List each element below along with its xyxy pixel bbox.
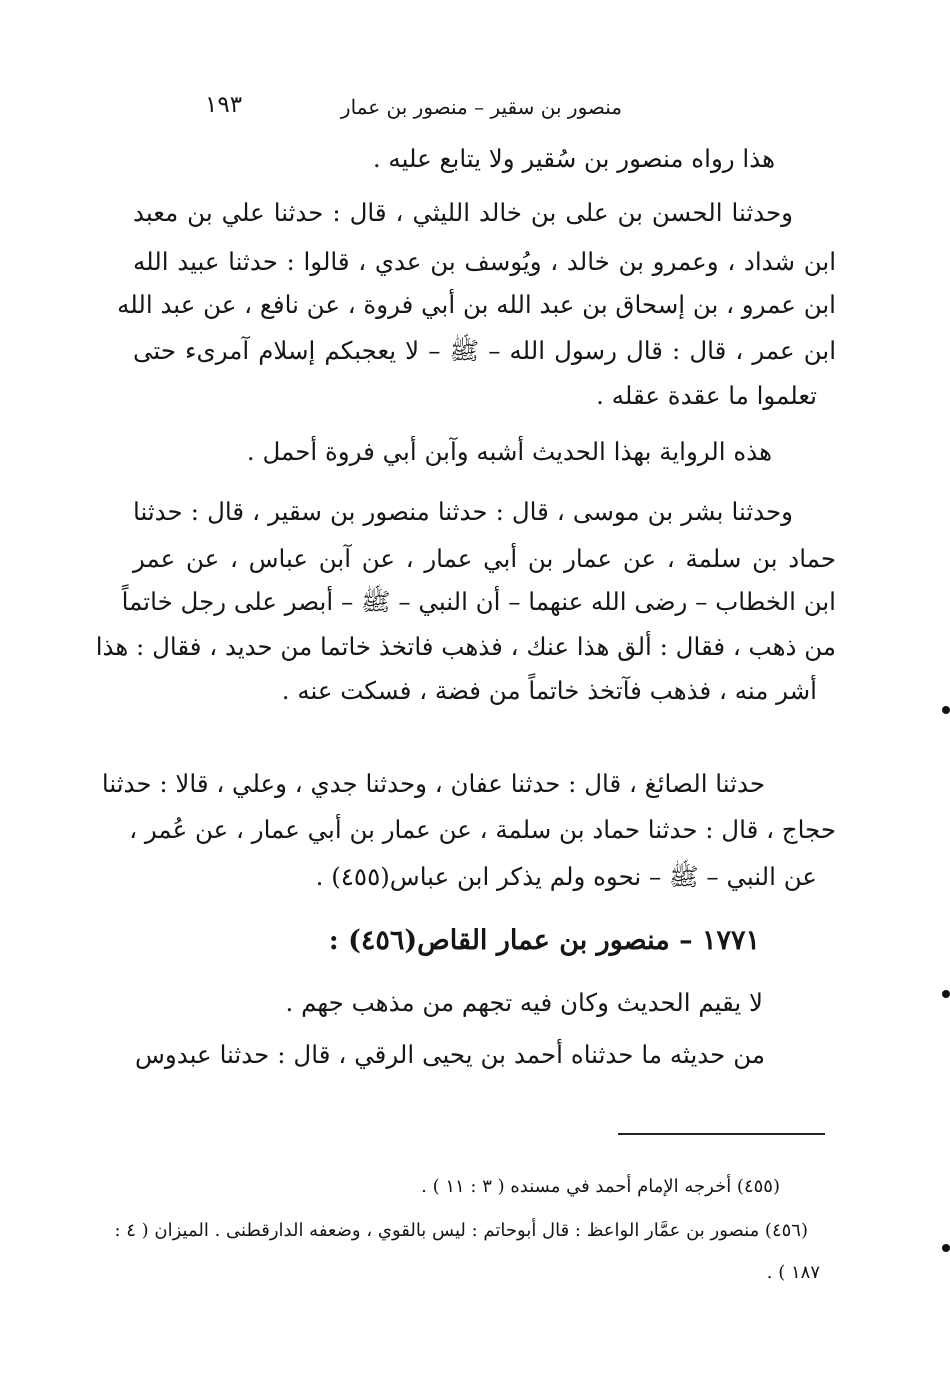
text-line: عن النبي – ﷺ – نحوه ولم يذكر ابن عباس(٤٥٥) . (315, 862, 817, 891)
running-header: منصور بن سقير – منصور بن عمار (340, 95, 622, 119)
footnote: ١٨٧ ) . (766, 1262, 820, 1283)
text-line: حجاج ، قال : حدثنا حماد بن سلمة ، عن عمار بن أبي عمار ، عن عُمر ، (129, 815, 836, 844)
text-line: حماد بن سلمة ، عن عمار بن أبي عمار ، عن آبن عباس ، عن عمر (133, 544, 836, 573)
scan-mark (942, 706, 950, 714)
text-line: حدثنا الصائغ ، قال : حدثنا عفان ، وحدثنا جدي ، وعلي ، قالا : حدثنا (101, 769, 765, 798)
text-line: هذه الرواية بهذا الحديث أشبه وآبن أبي فروة أحمل . (246, 437, 772, 466)
text-line: ابن عمرو ، بن إسحاق بن عبد الله بن أبي فروة ، عن نافع ، عن عبد الله (117, 290, 836, 319)
text-line: من ذهب ، فقال : ألق هذا عنك ، فذهب فاتخذ خاتما من حديد ، فقال : هذا (95, 632, 836, 661)
text-line: من حديثه ما حدثناه أحمد بن يحيى الرقي ، قال : حدثنا عبدوس (135, 1040, 765, 1069)
text-line: وحدثنا بشر بن موسى ، قال : حدثنا منصور بن سقير ، قال : حدثنا (133, 497, 793, 526)
footnote: (٤٥٥) أخرجه الإمام أحمد في مسنده ( ٣ : ١١ ) . (421, 1176, 780, 1197)
page-number: ١٩٣ (205, 92, 243, 118)
text-line: هذا رواه منصور بن سُقير ولا يتابع عليه . (372, 144, 775, 173)
scan-mark (942, 990, 950, 998)
text-line: ابن عمر ، قال : قال رسول الله – ﷺ – لا يعجبكم إسلام آمرىء حتى (133, 336, 836, 365)
text-line: أشر منه ، فذهب فآتخذ خاتماً من فضة ، فسكت عنه . (281, 676, 817, 705)
text-line: ابن شداد ، وعمرو بن خالد ، ويُوسف بن عدي ، قالوا : حدثنا عبيد الله (133, 247, 836, 276)
text-line: لا يقيم الحديث وكان فيه تجهم من مذهب جهم . (285, 988, 763, 1017)
text-line: تعلموا ما عقدة عقله . (596, 381, 817, 410)
text-line: ابن الخطاب – رضى الله عنهما – أن النبي – ﷺ – أبصر على رجل خاتماً (121, 587, 836, 616)
text-line: وحدثنا الحسن بن على بن خالد الليثي ، قال : حدثنا علي بن معبد (133, 198, 793, 227)
footnote-separator (618, 1133, 825, 1135)
scan-mark (942, 1244, 950, 1252)
entry-heading: ١٧٧١ – منصور بن عمار القاص(٤٥٦) : (328, 925, 760, 956)
footnote: (٤٥٦) منصور بن عمَّار الواعظ : قال أبوحاتم : ليس بالقوي ، وضعفه الدارقطنى . الميزان ( ٤ : (114, 1220, 808, 1241)
